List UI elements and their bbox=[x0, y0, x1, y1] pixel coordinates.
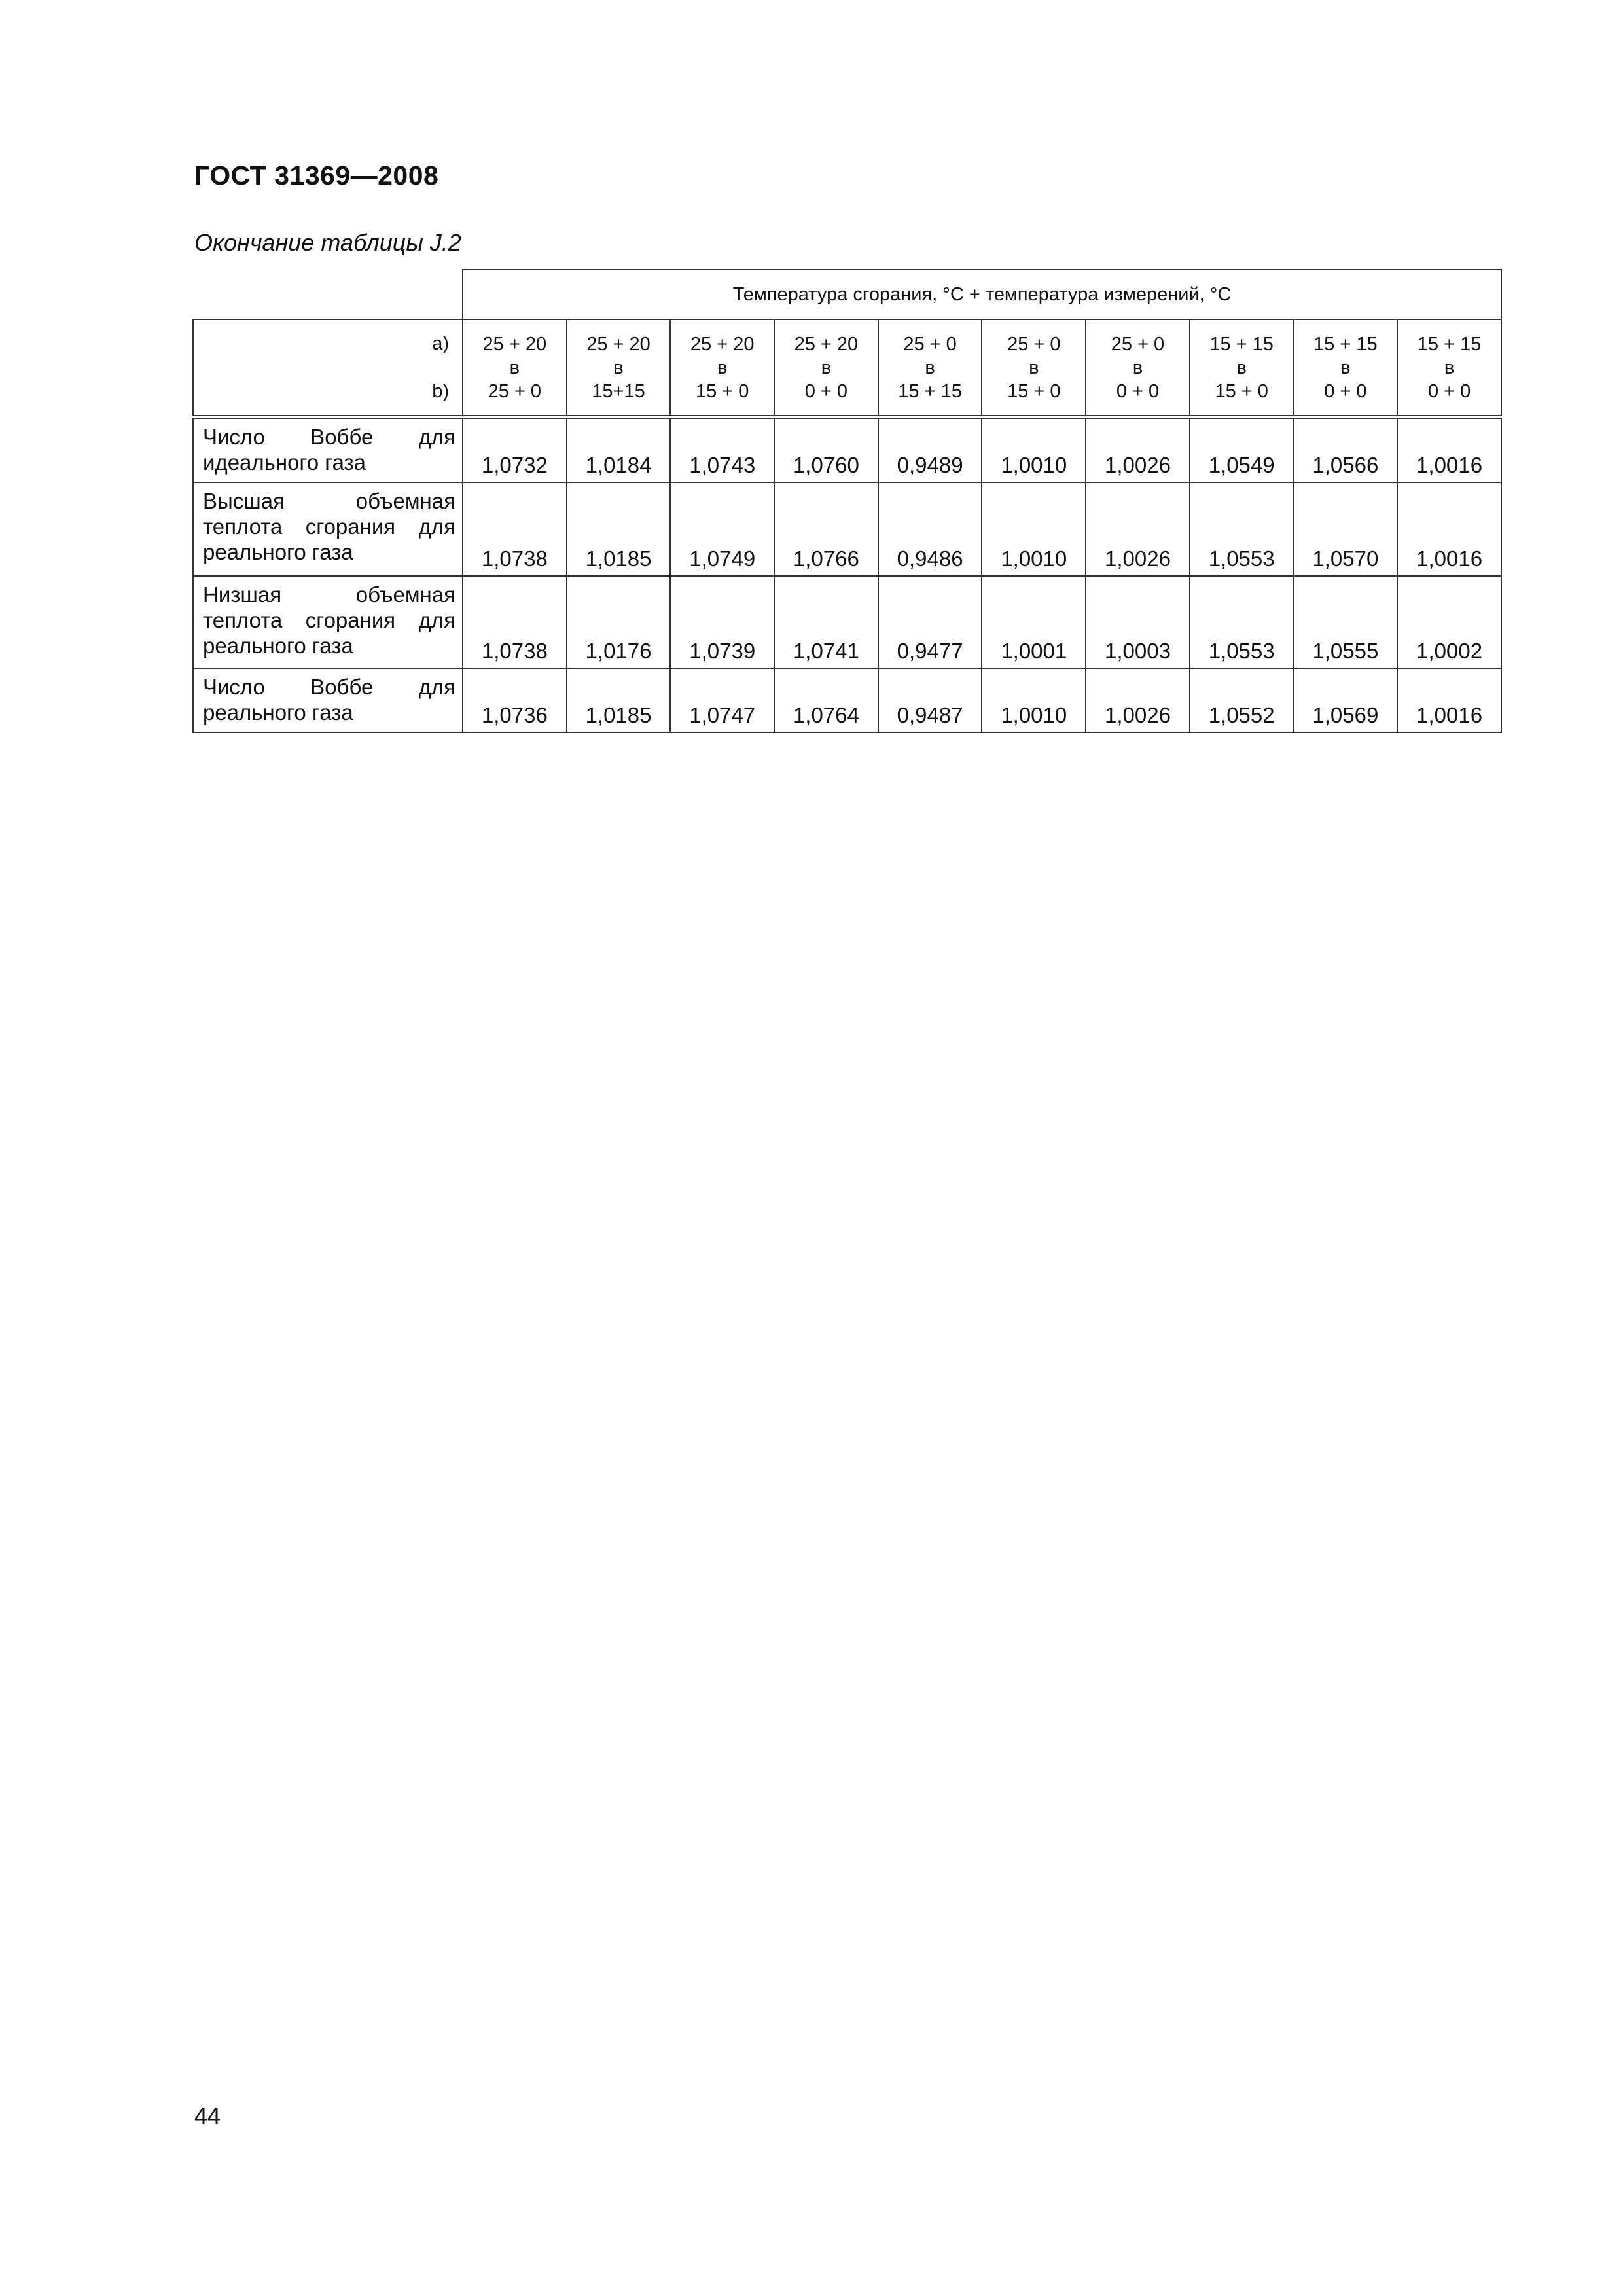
row-label-rest: теплота сгорания для реального газа bbox=[203, 514, 455, 564]
blank-corner-cell bbox=[193, 270, 463, 319]
table-cell: 1,0026 bbox=[1086, 668, 1190, 732]
table-cell: 0,9486 bbox=[878, 482, 982, 576]
table-cell: 1,0760 bbox=[774, 417, 878, 482]
table-cell: 1,0185 bbox=[567, 668, 671, 732]
column-header bbox=[878, 319, 982, 417]
column-header bbox=[1397, 319, 1501, 417]
column-header bbox=[463, 319, 567, 417]
table-cell: 1,0766 bbox=[774, 482, 878, 576]
column-header-row bbox=[193, 319, 1501, 417]
table-cell: 1,0026 bbox=[1086, 482, 1190, 576]
column-header-mid: в bbox=[925, 357, 935, 378]
table-cell: 1,0002 bbox=[1397, 576, 1501, 668]
column-header-a: 25 + 20 bbox=[794, 333, 859, 355]
column-header-mid: в bbox=[1132, 357, 1143, 378]
table-cell: 1,0732 bbox=[463, 417, 567, 482]
group-header: Температура сгорания, °С + температура измерений, °С bbox=[463, 270, 1501, 319]
table-cell: 1,0184 bbox=[567, 417, 671, 482]
group-header-row bbox=[193, 270, 1501, 319]
column-header-a: 25 + 20 bbox=[482, 333, 547, 355]
column-header-a: 25 + 0 bbox=[1111, 333, 1165, 355]
table-cell: 1,0026 bbox=[1086, 417, 1190, 482]
column-header-a: 25 + 0 bbox=[1007, 333, 1061, 355]
column-header-a: 25 + 20 bbox=[690, 333, 755, 355]
column-header-b: 0 + 0 bbox=[1427, 380, 1471, 402]
table-cell: 1,0736 bbox=[463, 668, 567, 732]
table-cell: 1,0010 bbox=[982, 668, 1086, 732]
table-cell: 1,0555 bbox=[1294, 576, 1398, 668]
table-cell: 1,0570 bbox=[1294, 482, 1398, 576]
table-cell: 1,0010 bbox=[982, 417, 1086, 482]
column-header bbox=[1086, 319, 1190, 417]
column-header-a: 25 + 20 bbox=[586, 333, 651, 355]
column-header-a: 15 + 15 bbox=[1313, 333, 1378, 355]
column-header-b: 15+15 bbox=[592, 380, 645, 402]
column-header bbox=[1190, 319, 1294, 417]
table-cell: 1,0749 bbox=[670, 482, 774, 576]
row-label bbox=[193, 576, 463, 668]
table-cell: 0,9487 bbox=[878, 668, 982, 732]
column-header bbox=[567, 319, 671, 417]
column-header-mid: в bbox=[717, 357, 728, 378]
row-label-first-line: Низшая объемная bbox=[203, 583, 455, 607]
row-label-first-line: Число Воббе для bbox=[203, 675, 455, 699]
table-cell: 1,0185 bbox=[567, 482, 671, 576]
table-cell: 1,0741 bbox=[774, 576, 878, 668]
ab-label-cell bbox=[193, 319, 463, 417]
table-row bbox=[193, 417, 1501, 482]
table-cell: 1,0553 bbox=[1190, 576, 1294, 668]
table-cell: 1,0176 bbox=[567, 576, 671, 668]
row-label-first-line: Высшая объемная bbox=[203, 489, 455, 513]
table-cell: 1,0016 bbox=[1397, 482, 1501, 576]
table-cell: 1,0552 bbox=[1190, 668, 1294, 732]
column-header-b: 15 + 0 bbox=[696, 380, 749, 402]
row-label-rest: реального газа bbox=[203, 700, 353, 725]
column-header bbox=[982, 319, 1086, 417]
column-header-mid: в bbox=[613, 357, 624, 378]
column-header-mid: в bbox=[509, 357, 520, 378]
row-label-first-line: Число Воббе для bbox=[203, 425, 455, 449]
table-cell: 1,0003 bbox=[1086, 576, 1190, 668]
table-cell: 1,0553 bbox=[1190, 482, 1294, 576]
table-cell: 1,0010 bbox=[982, 482, 1086, 576]
data-table bbox=[192, 269, 1502, 733]
table-row bbox=[193, 576, 1501, 668]
column-header-b: 0 + 0 bbox=[804, 380, 848, 402]
table-cell: 1,0738 bbox=[463, 576, 567, 668]
row-b-label: b) bbox=[432, 380, 449, 402]
column-header-mid: в bbox=[1444, 357, 1455, 378]
table-cell: 1,0739 bbox=[670, 576, 774, 668]
column-header-b: 15 + 15 bbox=[898, 380, 962, 402]
row-a-label: a) bbox=[432, 333, 449, 355]
row-label-rest: идеального газа bbox=[203, 450, 366, 475]
column-header-a: 25 + 0 bbox=[903, 333, 957, 355]
table-cell: 1,0569 bbox=[1294, 668, 1398, 732]
column-header bbox=[670, 319, 774, 417]
column-header-b: 25 + 0 bbox=[488, 380, 542, 402]
table-cell: 0,9489 bbox=[878, 417, 982, 482]
column-header-mid: в bbox=[1029, 357, 1039, 378]
table-row bbox=[193, 482, 1501, 576]
column-header-mid: в bbox=[821, 357, 832, 378]
table-cell: 1,0738 bbox=[463, 482, 567, 576]
column-header bbox=[774, 319, 878, 417]
table-cell: 1,0747 bbox=[670, 668, 774, 732]
document-code: ГОСТ 31369—2008 bbox=[194, 160, 439, 190]
row-label bbox=[193, 417, 463, 482]
column-header-a: 15 + 15 bbox=[1417, 333, 1482, 355]
table-cell: 1,0016 bbox=[1397, 417, 1501, 482]
column-header bbox=[1294, 319, 1398, 417]
column-header-mid: в bbox=[1236, 357, 1247, 378]
table-cell: 1,0016 bbox=[1397, 668, 1501, 732]
column-header-b: 15 + 0 bbox=[1007, 380, 1061, 402]
table-cell: 1,0001 bbox=[982, 576, 1086, 668]
row-label bbox=[193, 668, 463, 732]
column-header-a: 15 + 15 bbox=[1209, 333, 1274, 355]
table-cell: 1,0566 bbox=[1294, 417, 1398, 482]
table-cell: 1,0549 bbox=[1190, 417, 1294, 482]
table-caption: Окончание таблицы J.2 bbox=[194, 229, 461, 256]
table-row bbox=[193, 668, 1501, 732]
table-cell: 1,0764 bbox=[774, 668, 878, 732]
column-header-b: 0 + 0 bbox=[1116, 380, 1160, 402]
page-number: 44 bbox=[194, 2102, 221, 2129]
column-header-b: 0 + 0 bbox=[1324, 380, 1367, 402]
row-label bbox=[193, 482, 463, 576]
column-header-b: 15 + 0 bbox=[1215, 380, 1268, 402]
table-cell: 0,9477 bbox=[878, 576, 982, 668]
table-cell: 1,0743 bbox=[670, 417, 774, 482]
row-label-rest: теплота сгорания для реального газа bbox=[203, 608, 455, 658]
column-header-mid: в bbox=[1340, 357, 1351, 378]
